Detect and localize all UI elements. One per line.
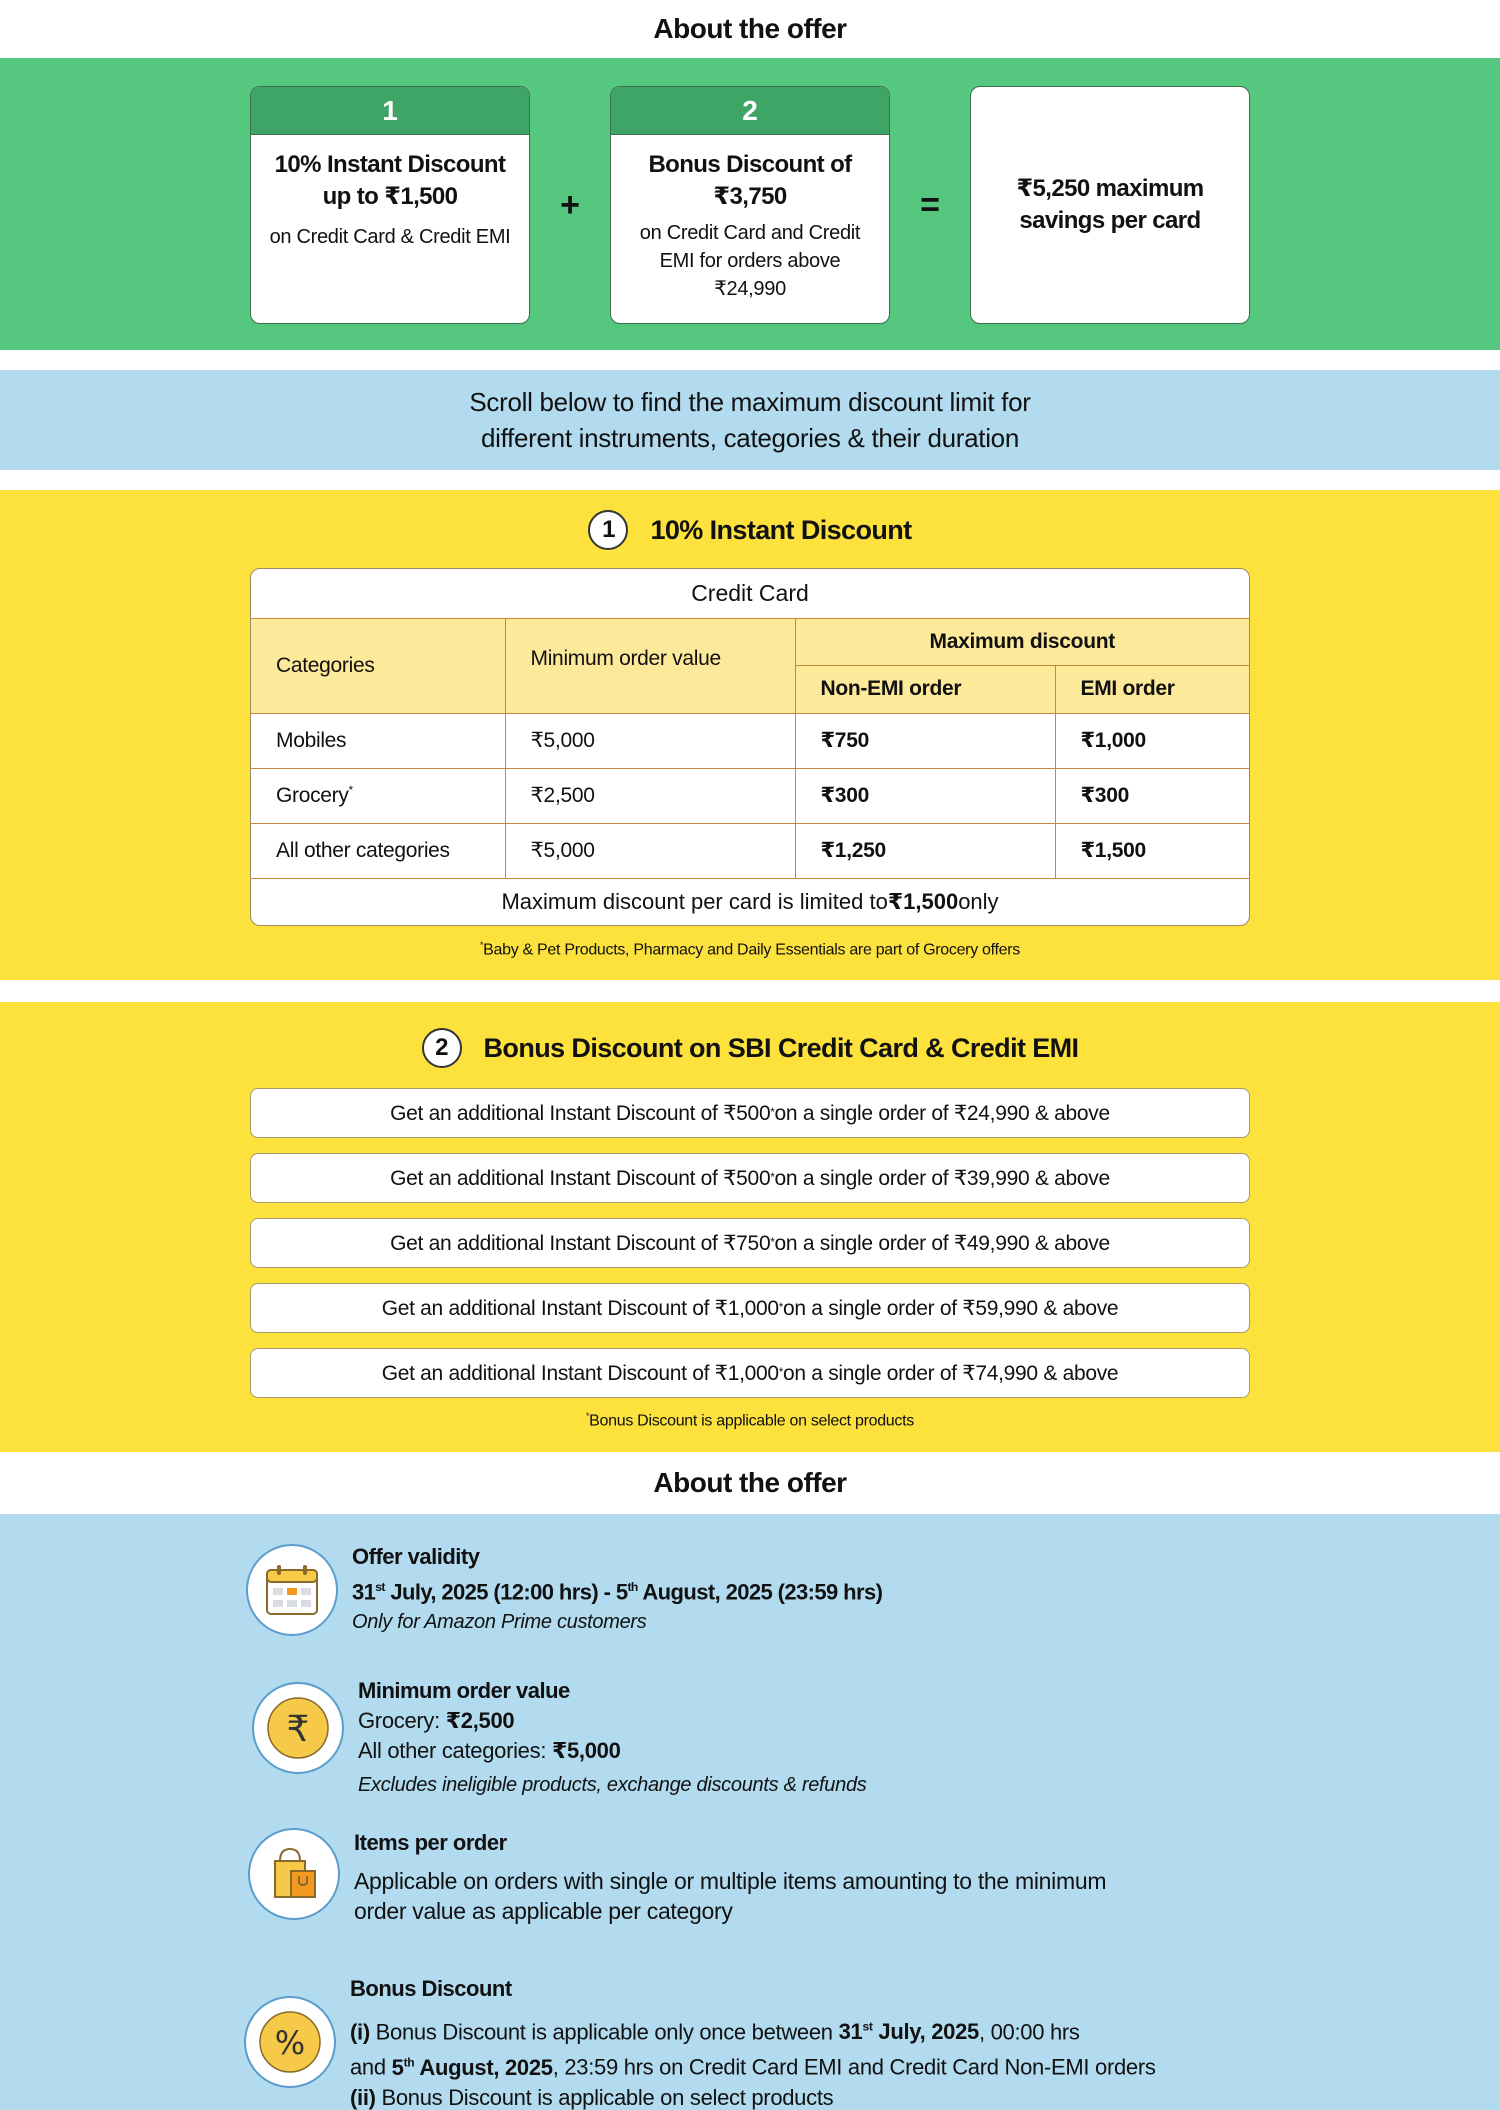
table-caption: Credit Card [251,569,1249,619]
row-non-emi: ₹300 [795,768,1055,823]
offer-validity-item [246,1544,882,1637]
row-category: Mobiles [251,713,505,768]
plus-sign: + [560,185,580,224]
section-number-badge: 2 [422,1028,462,1068]
table-row [251,823,1249,878]
row-emi: ₹1,500 [1055,823,1249,878]
equals-sign: = [920,185,940,224]
header-non-emi: Non-EMI order [795,665,1055,713]
svg-text:₹: ₹ [286,1709,310,1750]
offer-summary-band [0,58,1500,350]
instant-discount-section [0,490,1500,980]
bonus-line1: (i) Bonus Discount is applicable only once between 31st July, 2025, 00:00 hrs [350,2019,1080,2045]
item-title: Offer validity [352,1544,480,1569]
table-row [251,768,1249,823]
grocery-footnote: *Baby & Pet Products, Pharmacy and Daily Essentials are part of Grocery offers [480,939,1020,958]
instant-discount-card [250,86,530,324]
calendar-icon [246,1544,338,1636]
min-order-note: Excludes ineligible products, exchange discounts & refunds [358,1774,867,1796]
card-title: Bonus Discount of ₹3,750 [648,151,852,210]
table-row [251,713,1249,768]
shopping-bag-icon [248,1828,340,1920]
card-subtitle: on Credit Card & Credit EMI [269,226,511,248]
row-non-emi: ₹1,250 [795,823,1055,878]
validity-note: Only for Amazon Prime customers [352,1611,647,1634]
credit-card-table [250,568,1250,926]
item-title: Items per order [354,1830,507,1855]
row-category: Grocery* [251,768,505,823]
bonus-footnote: *Bonus Discount is applicable on select products [586,1411,914,1430]
header-max-discount: Maximum discount [795,619,1249,665]
card-number: 1 [251,87,529,135]
header-min-order: Minimum order value [505,619,795,713]
section-title-text: Bonus Discount on SBI Credit Card & Credit EMI [483,1032,1079,1063]
bonus-offer-list [250,1088,1250,1398]
max-savings-card [970,86,1250,324]
bonus-line2: and 5th August, 2025, 23:59 hrs on Credit Card EMI and Credit Card Non-EMI orders [350,2054,1156,2080]
scroll-note [0,370,1500,470]
card-subtitle: on Credit Card and Credit EMI for orders above ₹24,990 [639,222,861,300]
item-title: Bonus Discount [350,1976,512,2001]
svg-text:%: % [274,2024,306,2062]
min-order-item [252,1678,867,1800]
bonus-discount-card [610,86,890,324]
scroll-note-line1: Scroll below to find the maximum discount limit for [469,387,1031,417]
table-footer: Maximum discount per card is limited to ₹1,500 only [501,888,999,914]
card-title: 10% Instant Discount up to ₹1,500 [274,151,506,210]
section-title-text: 10% Instant Discount [650,514,912,545]
min-order-other: All other categories: ₹5,000 [358,1738,621,1763]
item-title: Minimum order value [358,1678,570,1703]
header-categories: Categories [251,619,505,713]
bonus-offer-row: Get an additional Instant Discount of ₹500 * on a single order of ₹39,990 & above [250,1153,1250,1203]
section-number-badge: 1 [588,510,628,550]
offer-details-band [0,1514,1500,2110]
card-title: ₹5,250 maximum savings per card [1016,175,1204,234]
rupee-icon [252,1682,344,1774]
items-per-order-item [248,1828,1106,1926]
percent-icon [244,1996,336,2088]
bonus-offer-row: Get an additional Instant Discount of ₹500 * on a single order of ₹24,990 & above [250,1088,1250,1138]
section-title [0,508,1500,552]
bonus-offer-row: Get an additional Instant Discount of ₹1,000 * on a single order of ₹74,990 & above [250,1348,1250,1398]
card-number: 2 [611,87,889,135]
top-heading: About the offer [653,13,847,44]
row-min-order: ₹2,500 [505,768,795,823]
row-min-order: ₹5,000 [505,823,795,878]
bonus-line3: (ii) Bonus Discount is applicable on select products [350,2084,834,2110]
row-emi: ₹1,000 [1055,713,1249,768]
row-category: All other categories [251,823,505,878]
section-title [0,1026,1500,1070]
bottom-heading: About the offer [653,1467,847,1498]
row-emi: ₹300 [1055,768,1249,823]
items-line1: Applicable on orders with single or multiple items amounting to the minimum [354,1868,1107,1894]
bonus-discount-section [0,1002,1500,1452]
row-non-emi: ₹750 [795,713,1055,768]
bonus-offer-row: Get an additional Instant Discount of ₹750 * on a single order of ₹49,990 & above [250,1218,1250,1268]
bonus-offer-row: Get an additional Instant Discount of ₹1,000 * on a single order of ₹59,990 & above [250,1283,1250,1333]
scroll-note-line2: different instruments, categories & their duration [480,423,1020,453]
items-line2: order value as applicable per category [354,1898,733,1924]
row-min-order: ₹5,000 [505,713,795,768]
header-emi: EMI order [1055,665,1249,713]
bonus-discount-item [244,1974,1156,2110]
validity-dates: 31st July, 2025 (12:00 hrs) - 5th August, 2025 (23:59 hrs) [352,1579,883,1605]
min-order-grocery: Grocery: ₹2,500 [358,1708,515,1733]
